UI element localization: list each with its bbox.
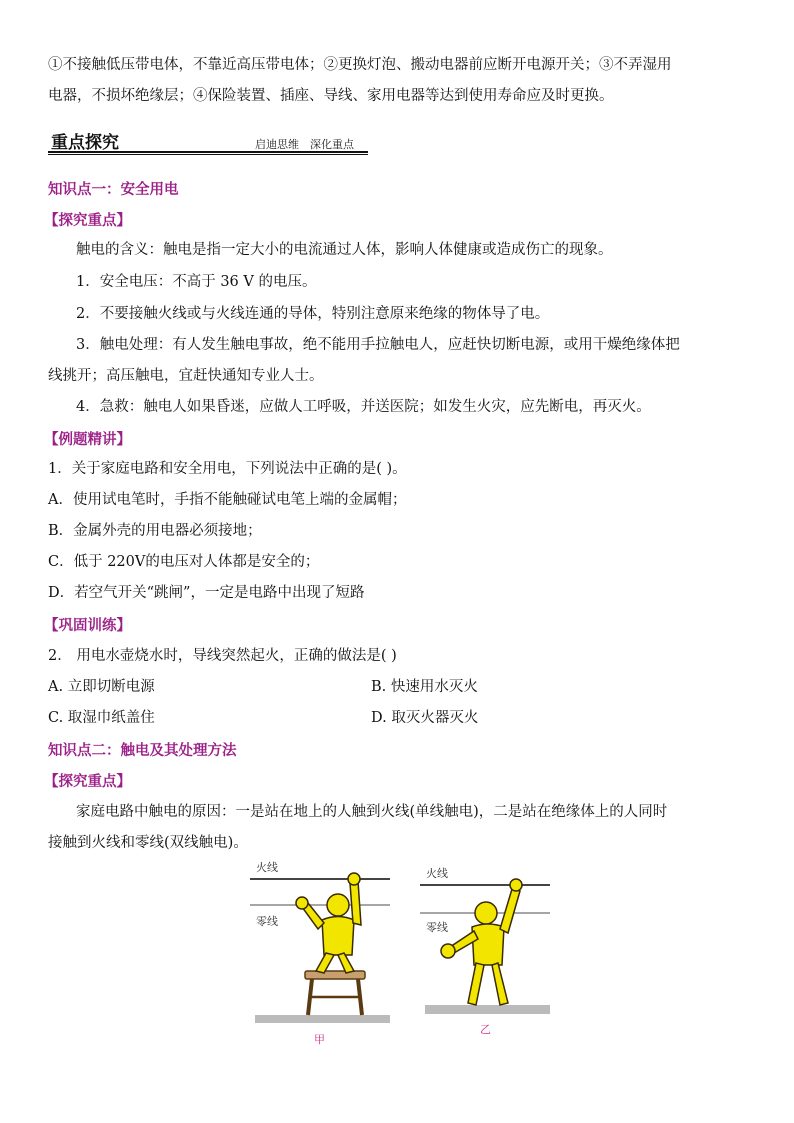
section-header-underline-thin bbox=[48, 154, 368, 155]
practice-label: 【巩固训练】 bbox=[44, 618, 131, 634]
person-icon bbox=[296, 873, 361, 973]
figure-jia bbox=[250, 855, 400, 1050]
example-option-d: D．若空气开关“跳闸”，一定是电路中出现了短路 bbox=[48, 585, 365, 601]
kp1-explore-label: 【探究重点】 bbox=[44, 213, 131, 229]
intro-line-1: ①不接触低压带电体，不靠近高压带电体；②更换灯泡、搬动电器前应断开电源开关；③不弄湿用 bbox=[48, 57, 672, 73]
ground bbox=[255, 1015, 390, 1023]
kp2-explore-label: 【探究重点】 bbox=[44, 774, 131, 790]
example-label: 【例题精讲】 bbox=[44, 432, 131, 448]
practice-option-b: B. 快速用水灭火 bbox=[371, 679, 478, 695]
kp1-point-1: 1．安全电压：不高于 36 V 的电压。 bbox=[76, 274, 317, 290]
kp1-point-2: 2．不要接触火线或与火线连通的导体，特别注意原来绝缘的物体导了电。 bbox=[76, 306, 550, 322]
yi-neutral-label: 零线 bbox=[426, 921, 448, 934]
kp1-title: 知识点一：安全用电 bbox=[48, 182, 179, 198]
yi-caption: 乙 bbox=[480, 1023, 491, 1036]
ground bbox=[425, 1005, 550, 1014]
practice-question: 2． 用电水壶烧水时，导线突然起火，正确的做法是( ) bbox=[48, 648, 397, 664]
jia-live-label: 火线 bbox=[256, 861, 278, 874]
practice-option-d: D. 取灭火器灭火 bbox=[371, 710, 479, 726]
stool-icon bbox=[305, 971, 365, 1015]
kp1-point-3a: 3．触电处理：有人发生触电事故，绝不能用手拉触电人，应赶快切断电源，或用干燥绝缘体把 bbox=[76, 337, 680, 353]
yi-live-label: 火线 bbox=[426, 867, 448, 880]
section-header-title: 重点探究 bbox=[51, 133, 119, 153]
example-option-a: A．使用试电笔时，手指不能触碰试电笔上端的金属帽； bbox=[48, 492, 407, 508]
kp1-point-4: 4．急救：触电人如果昏迷，应做人工呼吸，并送医院；如发生火灾，应先断电，再灭火。 bbox=[76, 399, 651, 415]
kp2-line-2: 接触到火线和零线(双线触电)。 bbox=[48, 835, 248, 851]
section-header-tags: 启迪思维 深化重点 bbox=[255, 138, 354, 151]
kp2-line-1: 家庭电路中触电的原因：一是站在地上的人触到火线(单线触电)，二是站在绝缘体上的人同时 bbox=[76, 804, 668, 820]
kp1-definition: 触电的含义：触电是指一定大小的电流通过人体，影响人体健康或造成伤亡的现象。 bbox=[76, 242, 613, 258]
example-option-c: C．低于 220V的电压对人体都是安全的； bbox=[48, 554, 320, 570]
figure-yi bbox=[420, 855, 560, 1040]
example-question: 1．关于家庭电路和安全用电，下列说法中正确的是( )。 bbox=[48, 461, 407, 477]
jia-caption: 甲 bbox=[314, 1033, 325, 1046]
person-icon bbox=[441, 879, 522, 1005]
practice-option-c: C. 取湿巾纸盖住 bbox=[48, 710, 155, 726]
kp1-point-3b: 线挑开；高压触电，宜赶快通知专业人士。 bbox=[48, 368, 324, 384]
kp2-title: 知识点二：触电及其处理方法 bbox=[48, 743, 237, 759]
practice-option-a: A. 立即切断电源 bbox=[48, 679, 155, 695]
intro-line-2: 电器，不损坏绝缘层；④保险装置、插座、导线、家用电器等达到使用寿命应及时更换。 bbox=[48, 88, 614, 104]
example-option-b: B．金属外壳的用电器必须接地； bbox=[48, 523, 262, 539]
jia-neutral-label: 零线 bbox=[256, 915, 278, 928]
